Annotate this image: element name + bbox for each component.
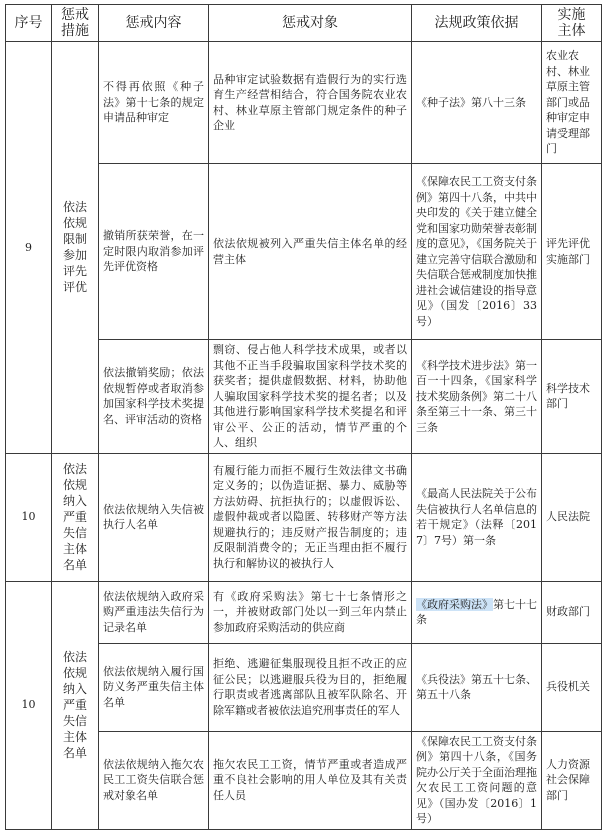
- target-cell: 有《政府采购法》第七十七条情形之一，并被财政部门处以一到三年内禁止参加政府采购活动的供应商: [209, 581, 412, 643]
- target-cell: 依法依规被列入严重失信主体名单的经营主体: [209, 164, 412, 340]
- target-cell: 品种审定试验数据有造假行为的实行选育生产经营相结合，符合国务院农业农村、林业草原主管部门规定条件的种子企业: [209, 42, 412, 164]
- target-cell: 有履行能力而拒不履行生效法律文书确定义务的；以伪造证据、暴力、威胁等方法妨碍、抗拒执行的；以虚假诉讼、虚假仲裁或者以隐匿、转移财产等方法规避执行的；违反财产报告制度的；违反限制消费令的；无正当理由拒不履行执行和解协议的被执行人: [209, 453, 412, 581]
- unit-cell: 农业农村、林业草原主管部门或品种审定申请受理部门: [542, 42, 602, 164]
- header-content: 惩戒内容: [99, 5, 209, 42]
- content-cell: 依法依规纳入拖欠农民工工资失信联合惩戒对象名单: [99, 731, 209, 829]
- header-unit-line1: 实施: [557, 7, 586, 23]
- basis-cell: 《兵役法》第五十七条、第五十八条: [412, 643, 542, 731]
- basis-cell: [412, 581, 542, 643]
- content-cell: 依法撤销奖励；依法依规暂停或者取消参加国家科学技术奖提名、评审活动的资格: [99, 340, 209, 454]
- row-number: 10: [6, 581, 52, 829]
- basis-cell: 《保障农民工工资支付条例》第四十八条，中共中央印发的《关于建立健全党和国家功勋荣誉表彰制度的意见》，《国务院关于建立完善守信联合激励和失信联合惩戒制度加快推进社会诚信建设的指导意见》（国发〔2016〕33号）: [412, 164, 542, 340]
- basis-cell: 《科学技术进步法》第一百一十四条，《国家科学技术奖励条例》第二十八条至第三十一条、第三十三条: [412, 340, 542, 454]
- unit-cell: 人民法院: [542, 453, 602, 581]
- header-measure-line1: 惩戒: [61, 7, 89, 23]
- header-basis: 法规政策依据: [412, 5, 542, 42]
- penalty-table: [5, 4, 602, 830]
- measure-cell: 依法依规纳入严重失信主体名单: [52, 453, 99, 581]
- header-target: 惩戒对象: [209, 5, 412, 42]
- content-cell: 依法依规纳入失信被执行人名单: [99, 453, 209, 581]
- header-unit: [542, 5, 602, 42]
- row-number: 9: [6, 42, 52, 454]
- content-cell: 撤销所获荣誉，在一定时限内取消参加评先评优资格: [99, 164, 209, 340]
- header-measure-line2: 措施: [61, 23, 89, 39]
- basis-cell: 《种子法》第八十三条: [412, 42, 542, 164]
- header-measure: [52, 5, 99, 42]
- basis-cell: 《最高人民法院关于公布失信被执行人名单信息的若干规定》（法释〔2017〕7号）第一条: [412, 453, 542, 581]
- unit-cell: 评先评优实施部门: [542, 164, 602, 340]
- header-unit-line2: 主体: [557, 23, 586, 39]
- content-cell: 依法依规纳入政府采购严重违法失信行为记录名单: [99, 581, 209, 643]
- unit-cell: 兵役机关: [542, 643, 602, 731]
- unit-cell: 科学技术部门: [542, 340, 602, 454]
- table-row: [6, 453, 602, 581]
- measure-cell: 依法依规纳入严重失信主体名单: [52, 581, 99, 829]
- basis-cell: 《保障农民工工资支付条例》第四十八条，《国务院办公厅关于全面治理拖欠农民工工资问题的意见》（国办发〔2016〕1号）: [412, 731, 542, 829]
- unit-cell: 人力资源社会保障部门: [542, 731, 602, 829]
- content-cell: 不得再依照《种子法》第十七条的规定申请品种审定: [99, 42, 209, 164]
- table-header-row: [6, 5, 602, 42]
- header-no: 序号: [6, 5, 52, 42]
- content-cell: 依法依规纳入履行国防义务严重失信主体名单: [99, 643, 209, 731]
- target-cell: 拒绝、逃避征集服现役且拒不改正的应征公民；以逃避服兵役为目的，拒绝履行职责或者逃离部队且被军队除名、开除军籍或者被依法追究刑事责任的军人: [209, 643, 412, 731]
- measure-cell: 依法依规限制参加评先评优: [52, 42, 99, 454]
- target-cell: 拖欠农民工工资，情节严重或者造成严重不良社会影响的用人单位及其有关责任人员: [209, 731, 412, 829]
- unit-cell: 财政部门: [542, 581, 602, 643]
- basis-rest: 第七十七条: [416, 597, 537, 626]
- row-number: 10: [6, 453, 52, 581]
- table-row: [6, 581, 602, 643]
- highlighted-law-name[interactable]: 《政府采购法》: [416, 597, 493, 611]
- target-cell: 剽窃、侵占他人科学技术成果，或者以其他不正当手段骗取国家科学技术奖的获奖者；提供虚假数据、材料，协助他人骗取国家科学技术奖的提名者；以及其他进行影响国家科学技术奖提名和评审公平、公正的活动，情节严重的个人、组织: [209, 340, 412, 454]
- table-row: [6, 42, 602, 164]
